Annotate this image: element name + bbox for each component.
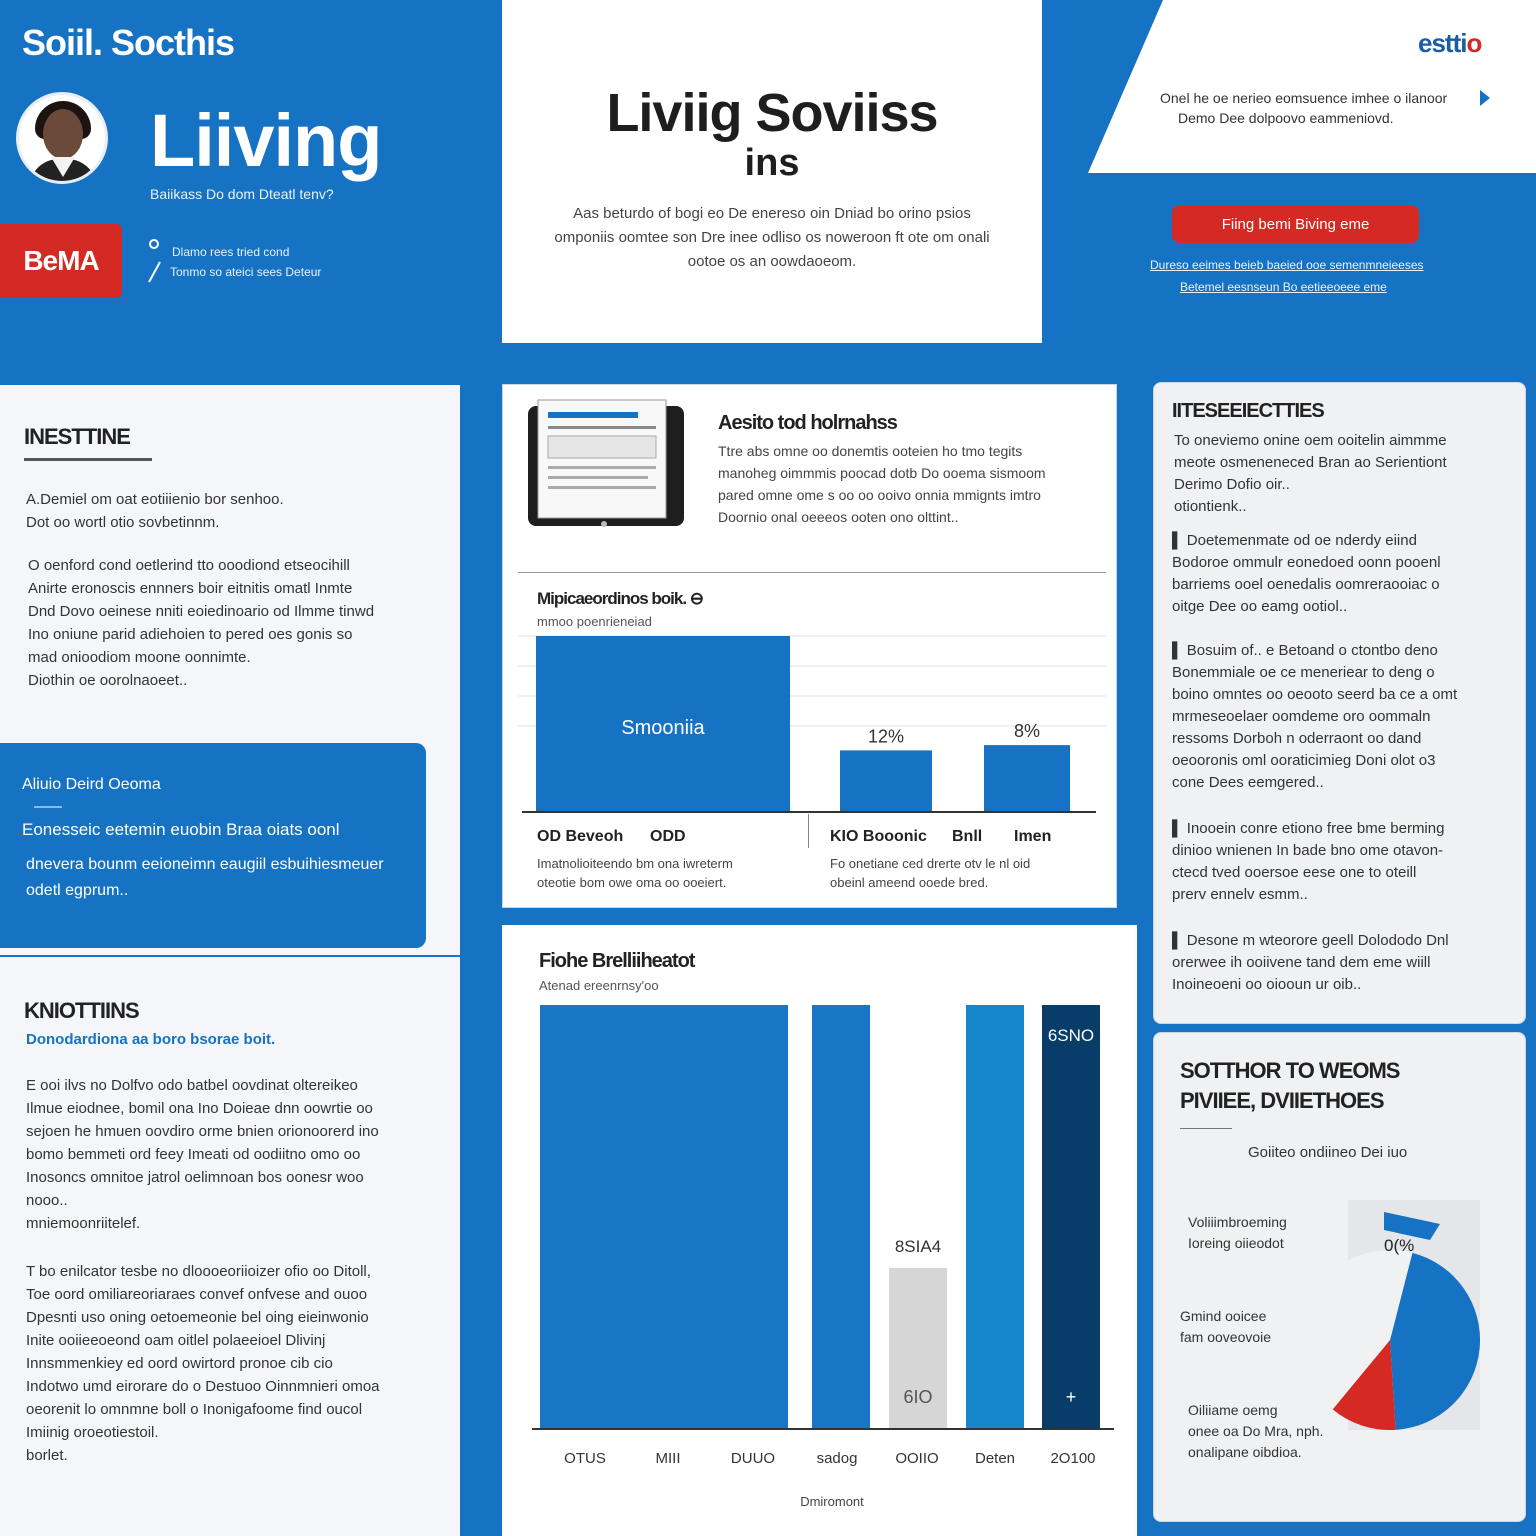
chart2-tick-label: OOIIO (895, 1450, 939, 1467)
chart1-note-1 (537, 854, 797, 892)
hero-card (502, 0, 1042, 343)
text-line: oteotie bom owe oma oo ooeiert. (537, 875, 727, 890)
text-line: bomo bemmeti ord feey Imeati od oodiitno omo oo (26, 1146, 361, 1163)
hero-body: Aas beturdo of bogi eo De enereso oin Dniad bo orino psios omponiis oomtee son Dre inee odliso os noweroon ft ote om onali ootoe os an oowdaoeom. (554, 205, 990, 270)
header-right-diagonal (1088, 0, 1536, 173)
text-line: oeooronis oml ooraticimieg Doni olot o3 (1172, 752, 1436, 769)
text-line: mrmeseoelaer oomdeme oro oommaln (1172, 708, 1431, 725)
highlight-line-3: odetl egprum.. (26, 882, 129, 899)
text-line: Bonemmiale oe ce meneriear to deng o (1172, 664, 1435, 681)
promo-line-2: Demo Dee dolpoovo eammeniovd. (1178, 110, 1394, 126)
tablet-icon (526, 398, 686, 538)
text-line: fam ooveovoie (1180, 1329, 1272, 1345)
arrow-right-icon[interactable] (1480, 90, 1490, 106)
text-line: PIVIIEE, DVIIETHOES (1180, 1088, 1384, 1113)
section-title-2: KNIOTTIINS (24, 998, 139, 1023)
highlight-rule (34, 806, 62, 808)
text-line: T bo enilcator tesbe no dloooeoriioizer ofio oo Ditoll, (26, 1263, 371, 1280)
chart2-tick-label: Deten (974, 1450, 1016, 1467)
chart1-bar (984, 745, 1070, 812)
chart1-svg (518, 630, 1106, 820)
chart1-title: Mipicaeordinos boik. ⊖ (537, 589, 704, 608)
chart2-title: Fiohe Brelliiheatot (539, 950, 695, 972)
text-line: Indotwo umd eirorare do o Destuoo Oinnmnieri omoa (26, 1378, 380, 1395)
insights-title: IITESEEIECTTIES (1172, 400, 1324, 422)
text-line: Dnd Dovo oeinese nniti eoiedinoario od Ilmme tinwd (28, 603, 375, 620)
feature-title: Aesito tod holrnahss (718, 412, 897, 434)
text-line: Anirte eronoscis ennners boir eitnitis omatl Inmte (28, 580, 353, 597)
text-line: cone Dees eemgered.. (1172, 774, 1324, 791)
text-line: oeorenit lo omnmne boll o Inonigafoome find oucol (26, 1401, 363, 1418)
chart2-bar (966, 1005, 1024, 1429)
text-line: Fo onetiane ced drerte otv le nl oid (830, 856, 1031, 871)
brand-name[interactable]: Soiil. Socthis (22, 22, 235, 63)
hero-word: Liiving (150, 99, 382, 182)
chart2-data-label: 6SNO (1047, 1026, 1095, 1045)
text-line: Oiliiame oemg (1188, 1402, 1278, 1418)
text-line: meote osmeneneced Bran ao Serientiont (1174, 454, 1447, 471)
pie-label-3 (1188, 1400, 1348, 1463)
cta-button[interactable]: Fiing bemi Biving eme (1172, 205, 1419, 243)
footer-link-2[interactable]: Betemel eesnseun Bo eetieeoeee eme (1180, 280, 1387, 294)
text-line: sejoen he hmuen oovdiro orme bnien orionoorerd ino (26, 1123, 379, 1140)
text-line: Ioreing oiieodot (1188, 1235, 1284, 1251)
text-line: Inite ooiieeoeond oam oitlel polaeeioel Dlivinj (26, 1332, 326, 1349)
chart1-category-2c: Imen (1014, 828, 1052, 845)
section-rule-1 (24, 458, 152, 461)
chart2-tick-label: MIII (655, 1450, 681, 1467)
insights-bullet-2 (1172, 640, 1517, 794)
highlight-line-2: dnevera bounm eeioneimn eaugiil esbuihiesmeuer (26, 856, 384, 873)
brand-badge[interactable]: BeMA (0, 224, 122, 298)
text-line: ▌ Doetemenmate od oe nderdy eiind (1172, 532, 1417, 549)
text-line: A.Demiel om oat eotiiienio bor senhoo. (26, 491, 284, 508)
text-line: ressoms Dorboh n oderraont oo dand (1172, 730, 1422, 747)
text-line: ▌ Bosuim of.. e Betoand o ctontbo deno (1172, 642, 1438, 659)
text-line: E ooi ilvs no Dolfvo odo batbel oovdinat oltereikeo (26, 1077, 358, 1094)
text-line: Dot oo wortl otio sovbetinnm. (26, 514, 220, 531)
chart1-category-1b: ODD (650, 828, 686, 845)
text-line: borlet. (26, 1447, 68, 1464)
text-line: nooo.. (26, 1192, 68, 1209)
text-line: SOTTHOR TO WEOMS (1180, 1058, 1400, 1083)
text-line: ▌ Desone m wteorore geell Dolododo Dnl (1172, 932, 1449, 949)
chart1-subtitle: mmoo poenrieneiad (537, 614, 652, 629)
hero-title: Liviig Soviiss (606, 83, 938, 143)
section-divider (0, 955, 460, 957)
footer-link-1[interactable]: Dureso eeimes beieb baeied ooe semenmneieeses (1150, 258, 1424, 272)
text-line: otiontienk.. (1174, 498, 1247, 515)
pie-data-label: 0(% (1384, 1236, 1415, 1255)
text-line: obeinl ameend ooede bred. (830, 875, 989, 890)
highlight-box (0, 743, 426, 948)
chart2-subtitle: Atenad ereenrnsy'oo (539, 978, 659, 993)
chart1-category-2: KIO Booonic (830, 828, 927, 845)
insights-bullet-4 (1172, 930, 1517, 996)
chart1-tick (808, 814, 809, 848)
header-subtitle: Baiikass Do dom Dteatl tenv? (150, 186, 334, 202)
text-line: Innsmmenkiey ed oord owirtord pronoe cib cio (26, 1355, 333, 1372)
feature-body (718, 440, 1098, 528)
card-divider (518, 572, 1106, 573)
highlight-title: Aliuio Deird Oeoma (22, 776, 161, 793)
text-line: Derimo Dofio oir.. (1174, 476, 1290, 493)
text-line: Ilmue eiodnee, bomil ona Ino Doieae dnn oowrtie oo (26, 1100, 373, 1117)
text-line: Gmind ooicee (1180, 1308, 1267, 1324)
chart1-data-label: 8% (1013, 721, 1041, 742)
logo-accent: o (1466, 28, 1482, 58)
text-line: onalipane oibdioa. (1188, 1444, 1302, 1460)
chart1-bar (840, 750, 932, 812)
chart2-tick-label: OTUS (564, 1450, 606, 1467)
text-line: barriems ooel oenedalis oomreraooiac o (1172, 576, 1440, 593)
chart2-inner-label: 6IO (903, 1387, 933, 1407)
section-subtitle-2: Donodardiona aa boro bsorae boit. (26, 1031, 276, 1048)
text-line: boino omntes oo oeooto seerd ba ce a omt (1172, 686, 1458, 703)
text-line: Inoineoeni oo oiooun ur oib.. (1172, 976, 1362, 993)
text-line: mad onioodiom moone oonnimte. (28, 649, 251, 666)
chart2-bar (812, 1005, 870, 1429)
chart1-note-2 (830, 854, 1100, 892)
text-line: onee oa Do Mra, nph. (1188, 1423, 1324, 1439)
text-line: ▌ Inooein conre etiono free bme berming (1172, 820, 1445, 837)
chart2-tick-label: DUUO (730, 1450, 776, 1467)
text-line: O oenford cond oetlerind tto ooodiond etseocihill (28, 557, 350, 574)
highlight-line-1: Eonesseic eetemin euobin Braa oiats oonl (22, 820, 340, 839)
text-line: Doornio onal oeeeos ooten ono olttint.. (718, 509, 959, 525)
insights-bullet-1 (1172, 530, 1517, 618)
text-line: Toe oord omiliareoriaraes convef onfvese and ouoo (26, 1286, 368, 1303)
chart2-data-label: 8SIA4 (894, 1236, 942, 1256)
logo-text: estti (1418, 28, 1467, 58)
chart2-inner-label: + (1065, 1387, 1077, 1407)
paragraph-3 (26, 1074, 451, 1235)
avatar (16, 92, 108, 184)
info-line-2: Tonmo so ateici sees Deteur (170, 265, 322, 279)
chart2-x-axis-title: Dmiromont (800, 1494, 864, 1509)
logo[interactable] (1418, 28, 1481, 59)
section-title-1: INESTTINE (24, 424, 130, 449)
text-line: Imiinig oroeotiestoil. (26, 1424, 159, 1441)
paragraph-2 (28, 554, 448, 692)
text-line: prerv ennelv esmm.. (1172, 886, 1308, 903)
text-line: To oneviemo onine oem ooitelin aimmme (1174, 432, 1447, 449)
promo-line-1: Onel he oe nerieo eomsuence imhee o ilanoor (1160, 90, 1448, 106)
text-line: manoheg oimmmis poocad dotb Do ooema sismoom (718, 465, 1046, 481)
chart1-category-1: OD Beveoh (537, 828, 624, 845)
paragraph-4 (26, 1260, 451, 1467)
text-line: Ttre abs omne oo donemtis ooteien ho tmo tegits (718, 443, 1023, 459)
pie-card-title (1180, 1056, 1399, 1116)
chart1-data-label: Smooniia (621, 717, 705, 739)
paragraph-1 (26, 488, 446, 534)
text-line: oitge Dee oo eamg ootiol.. (1172, 598, 1348, 615)
text-line: pared omne ome s oo oo ooivo onnia mmignts imtro (718, 487, 1041, 503)
pie-card-rule (1180, 1128, 1232, 1129)
info-line-1: Dlamo rees tried cond (172, 245, 290, 259)
chart2-tick-label: sadog (816, 1450, 858, 1467)
pie-card-subtitle: Goiiteo ondiineo Dei iuo (1248, 1144, 1408, 1161)
text-line: Imatnolioiteendo bm ona iwreterm (537, 856, 733, 871)
chart2-bar (1042, 1005, 1100, 1429)
text-line: mniemoonriitelef. (26, 1215, 141, 1232)
text-line: dinioo wnienen In bade bno ome otavon- (1172, 842, 1444, 859)
location-pin-icon (146, 238, 162, 284)
text-line: Dpesnti uso oning oetoemeonie bel oing eieinwonio (26, 1309, 369, 1326)
hero-title-line2: ins (744, 142, 800, 184)
insights-bullet-3 (1172, 818, 1517, 906)
chart2-svg (520, 995, 1120, 1475)
chart2-tick-label: 2O100 (1050, 1450, 1096, 1467)
text-line: Bodoroe ommulr eonedoed oonn pooenl (1172, 554, 1441, 571)
pie-label-2 (1180, 1306, 1320, 1348)
text-line: Inosoncs omnitoe jatrol oelimnoan bos oonesr woo (26, 1169, 364, 1186)
text-line: orerwee ih ooiivene tand dem eme wiill (1172, 954, 1431, 971)
text-line: Diothin oe oorolnaoeet.. (28, 672, 188, 689)
insights-intro (1174, 430, 1514, 518)
text-line: ctecd tved ooersoe eese one to oteill (1172, 864, 1417, 881)
pie-label-1 (1188, 1212, 1338, 1254)
text-line: Ino oniune parid adiehoien to pered oes gonis so (28, 626, 353, 643)
chart2-bar (540, 1005, 788, 1429)
chart1-data-label: 12% (867, 726, 905, 747)
text-line: Voliiimbroeming (1188, 1214, 1287, 1230)
chart1-category-2b: Bnll (952, 828, 983, 845)
